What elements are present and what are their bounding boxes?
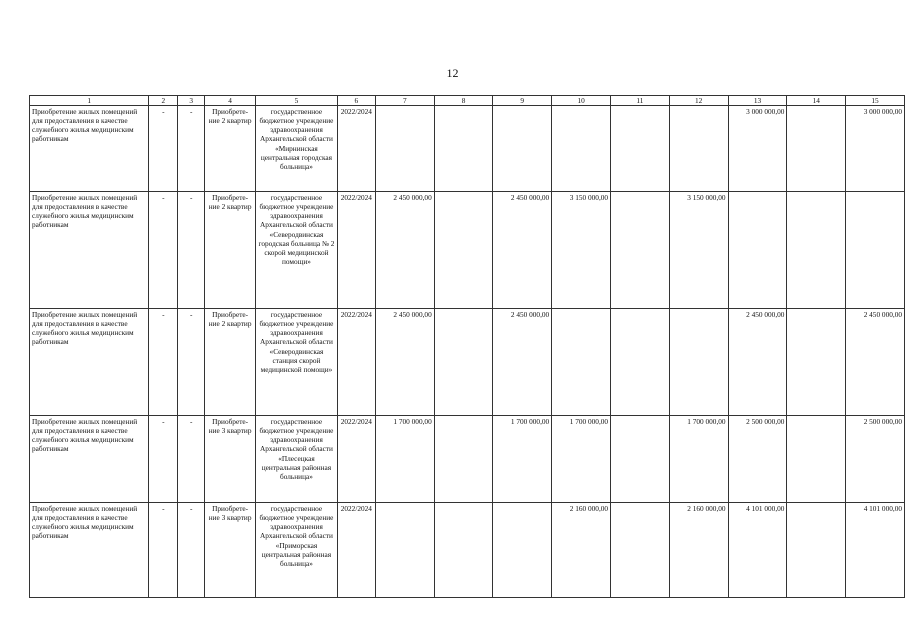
column-header: 11 xyxy=(611,96,670,106)
amount-cell-11 xyxy=(611,416,670,503)
table-row xyxy=(30,416,905,503)
years-cell: 2022/2024 xyxy=(337,503,375,598)
cell-col-2: - xyxy=(149,192,178,309)
amount-cell-13: 2 450 000,00 xyxy=(728,309,787,416)
amount-cell-13: 3 000 000,00 xyxy=(728,106,787,192)
amount-cell-9 xyxy=(493,106,552,192)
amount-cell-12 xyxy=(669,309,728,416)
column-header: 1 xyxy=(30,96,149,106)
table-row xyxy=(30,503,905,598)
acquisition-period-cell: Приобрете-ние 2 квартир xyxy=(205,309,256,416)
amount-cell-11 xyxy=(611,192,670,309)
column-header: 12 xyxy=(669,96,728,106)
amount-cell-7 xyxy=(375,106,434,192)
amount-cell-15: 4 101 000,00 xyxy=(846,503,905,598)
acquisition-period-cell: Приобрете-ние 2 квартир xyxy=(205,192,256,309)
amount-cell-15: 3 000 000,00 xyxy=(846,106,905,192)
amount-cell-8 xyxy=(434,106,493,192)
project-name-cell: Приобретение жилых помещений для предоставления в качестве служебного жилья медицинским работникам xyxy=(30,503,149,598)
column-header: 5 xyxy=(256,96,338,106)
amount-cell-14 xyxy=(787,106,846,192)
cell-col-2: - xyxy=(149,309,178,416)
column-header: 13 xyxy=(728,96,787,106)
amount-cell-8 xyxy=(434,503,493,598)
amount-cell-13: 2 500 000,00 xyxy=(728,416,787,503)
project-name-cell: Приобретение жилых помещений для предоставления в качестве служебного жилья медицинским работникам xyxy=(30,309,149,416)
institution-cell: государственное бюджетное учреждение здравоохранения Архангельской области «Мирнинская центральная городская больница» xyxy=(256,106,338,192)
cell-col-3: - xyxy=(178,309,205,416)
institution-cell: государственное бюджетное учреждение здравоохранения Архангельской области «Плесецкая центральная районная больница» xyxy=(256,416,338,503)
institution-cell: государственное бюджетное учреждение здравоохранения Архангельской области «Северодвинская городская больница № 2 скорой медицинской помощи» xyxy=(256,192,338,309)
cell-col-3: - xyxy=(178,192,205,309)
column-header: 14 xyxy=(787,96,846,106)
amount-cell-11 xyxy=(611,309,670,416)
amount-cell-9: 2 450 000,00 xyxy=(493,192,552,309)
column-header: 10 xyxy=(552,96,611,106)
amount-cell-10: 3 150 000,00 xyxy=(552,192,611,309)
table-row xyxy=(30,309,905,416)
amount-cell-7 xyxy=(375,503,434,598)
amount-cell-9: 2 450 000,00 xyxy=(493,309,552,416)
amount-cell-11 xyxy=(611,106,670,192)
amount-cell-7: 2 450 000,00 xyxy=(375,192,434,309)
amount-cell-15 xyxy=(846,192,905,309)
column-header: 2 xyxy=(149,96,178,106)
amount-cell-8 xyxy=(434,309,493,416)
amount-cell-7: 2 450 000,00 xyxy=(375,309,434,416)
amount-cell-12: 2 160 000,00 xyxy=(669,503,728,598)
amount-cell-9: 1 700 000,00 xyxy=(493,416,552,503)
project-name-cell: Приобретение жилых помещений для предоставления в качестве служебного жилья медицинским работникам xyxy=(30,416,149,503)
cell-col-2: - xyxy=(149,416,178,503)
amount-cell-14 xyxy=(787,416,846,503)
years-cell: 2022/2024 xyxy=(337,309,375,416)
column-header: 9 xyxy=(493,96,552,106)
cell-col-3: - xyxy=(178,503,205,598)
amount-cell-7: 1 700 000,00 xyxy=(375,416,434,503)
institution-cell: государственное бюджетное учреждение здравоохранения Архангельской области «Приморская центральная районная больница» xyxy=(256,503,338,598)
cell-col-2: - xyxy=(149,106,178,192)
column-header: 6 xyxy=(337,96,375,106)
amount-cell-10 xyxy=(552,309,611,416)
column-number-row xyxy=(30,96,905,106)
institution-cell: государственное бюджетное учреждение здравоохранения Архангельской области «Северодвинская станция скорой медицинской помощи» xyxy=(256,309,338,416)
amount-cell-15: 2 500 000,00 xyxy=(846,416,905,503)
cell-col-3: - xyxy=(178,106,205,192)
column-header: 7 xyxy=(375,96,434,106)
amount-cell-12 xyxy=(669,106,728,192)
project-name-cell: Приобретение жилых помещений для предоставления в качестве служебного жилья медицинским работникам xyxy=(30,106,149,192)
column-header: 8 xyxy=(434,96,493,106)
years-cell: 2022/2024 xyxy=(337,192,375,309)
amount-cell-13: 4 101 000,00 xyxy=(728,503,787,598)
acquisition-period-cell: Приобрете-ние 2 квартир xyxy=(205,106,256,192)
amount-cell-8 xyxy=(434,192,493,309)
column-header: 3 xyxy=(178,96,205,106)
amount-cell-11 xyxy=(611,503,670,598)
page-number: 12 xyxy=(446,66,459,80)
table-row xyxy=(30,192,905,309)
years-cell: 2022/2024 xyxy=(337,106,375,192)
amount-cell-14 xyxy=(787,192,846,309)
acquisition-period-cell: Приобрете-ние 3 квартир xyxy=(205,416,256,503)
column-header: 15 xyxy=(846,96,905,106)
cell-col-2: - xyxy=(149,503,178,598)
cell-col-3: - xyxy=(178,416,205,503)
funding-table xyxy=(29,95,905,598)
amount-cell-14 xyxy=(787,503,846,598)
table-row xyxy=(30,106,905,192)
amount-cell-10 xyxy=(552,106,611,192)
amount-cell-12: 1 700 000,00 xyxy=(669,416,728,503)
amount-cell-10: 2 160 000,00 xyxy=(552,503,611,598)
amount-cell-9 xyxy=(493,503,552,598)
amount-cell-15: 2 450 000,00 xyxy=(846,309,905,416)
acquisition-period-cell: Приобрете-ние 3 квартир xyxy=(205,503,256,598)
amount-cell-12: 3 150 000,00 xyxy=(669,192,728,309)
years-cell: 2022/2024 xyxy=(337,416,375,503)
amount-cell-13 xyxy=(728,192,787,309)
amount-cell-14 xyxy=(787,309,846,416)
column-header: 4 xyxy=(205,96,256,106)
amount-cell-8 xyxy=(434,416,493,503)
project-name-cell: Приобретение жилых помещений для предоставления в качестве служебного жилья медицинским работникам xyxy=(30,192,149,309)
amount-cell-10: 1 700 000,00 xyxy=(552,416,611,503)
